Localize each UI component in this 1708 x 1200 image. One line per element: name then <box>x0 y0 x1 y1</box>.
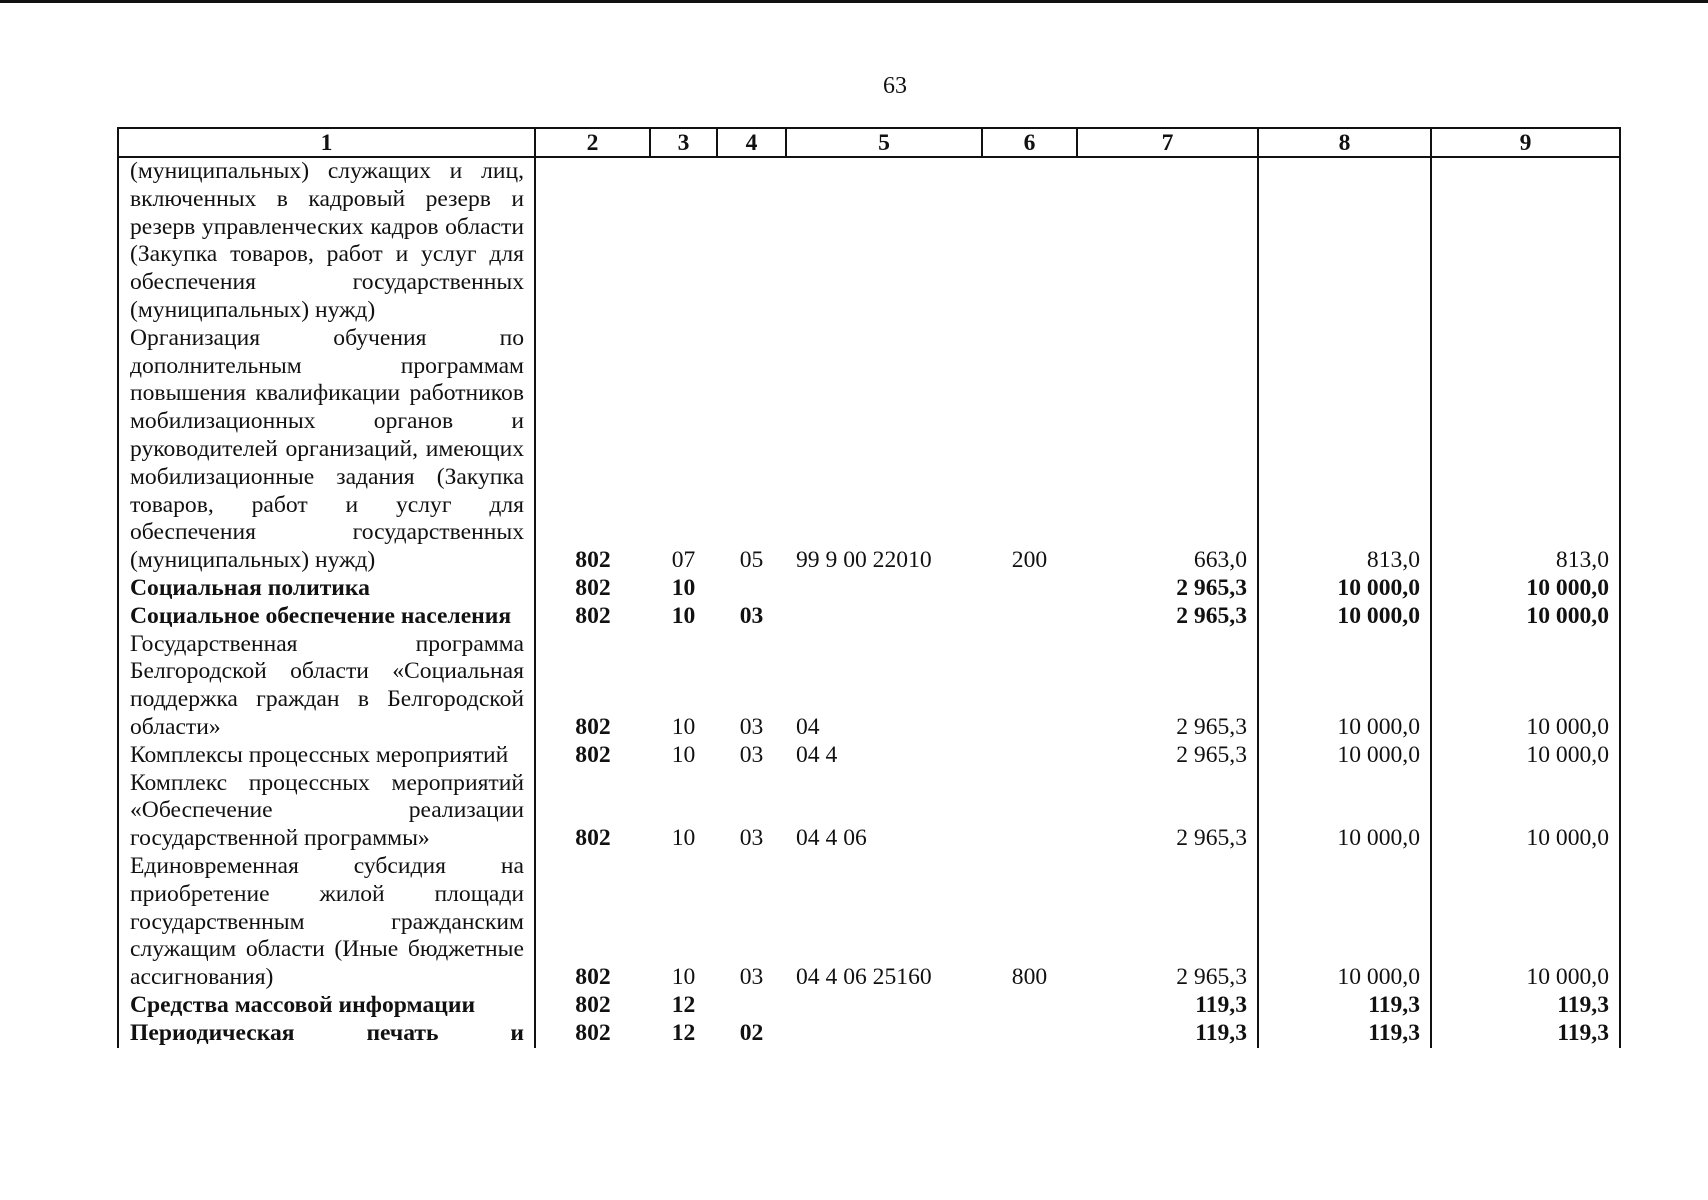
row-amount-col8: 813,0 <box>1258 325 1431 575</box>
row-code-target <box>786 157 982 325</box>
row-description: Периодическая печать и <box>118 1020 535 1048</box>
row-code-section: 12 <box>671 1019 696 1046</box>
row-amount-col8: 10 000,0 <box>1258 603 1431 631</box>
row-code-target <box>786 1020 982 1048</box>
row-code-section: 10 <box>671 964 696 991</box>
table-row <box>118 157 1620 325</box>
row-code-ministry: 802 <box>575 602 611 629</box>
header-col-8: 8 <box>1258 128 1431 157</box>
row-amount-col7: 119,3 <box>1077 1020 1258 1048</box>
row-code-ministry <box>535 157 650 325</box>
row-code-subsection <box>717 157 786 325</box>
row-code-expense-type <box>982 742 1077 770</box>
row-code-expense-type <box>982 1020 1077 1048</box>
row-code-expense-type: 800 <box>1011 964 1048 991</box>
row-description: Государственная программа Белгородской области «Социальная поддержка граждан в Белгородской области» <box>118 631 535 742</box>
row-description: Комплекс процессных мероприятий «Обеспечение реализации государственной программы» <box>118 770 535 853</box>
row-code-target: 04 4 06 <box>796 825 867 852</box>
table-row <box>118 603 1620 631</box>
row-amount-col9: 119,3 <box>1431 1020 1620 1048</box>
row-amount-col9: 10 000,0 <box>1431 742 1620 770</box>
table-row <box>118 853 1620 992</box>
row-amount-col7: 2 965,3 <box>1077 853 1258 992</box>
row-code-subsection: 03 <box>739 713 764 740</box>
row-amount-col8: 10 000,0 <box>1258 853 1431 992</box>
row-description: Социальная политика <box>118 575 535 603</box>
table-row <box>118 575 1620 603</box>
header-row <box>118 128 1620 157</box>
row-code-expense-type: 200 <box>1011 547 1048 574</box>
row-amount-col9: 813,0 <box>1431 325 1620 575</box>
row-code-expense-type <box>982 603 1077 631</box>
row-amount-col7: 2 965,3 <box>1077 575 1258 603</box>
row-code-target: 04 <box>796 713 820 740</box>
row-amount-col7: 663,0 <box>1077 325 1258 575</box>
header-col-2: 2 <box>535 128 650 157</box>
row-description: Социальное обеспечение населения <box>118 603 535 631</box>
row-code-section: 12 <box>671 991 696 1018</box>
header-col-4: 4 <box>717 128 786 157</box>
row-code-target: 99 9 00 22010 <box>796 547 932 574</box>
row-code-ministry: 802 <box>575 574 611 601</box>
row-code-section: 10 <box>671 741 696 768</box>
row-amount-col8: 119,3 <box>1258 992 1431 1020</box>
row-amount-col9: 10 000,0 <box>1431 631 1620 742</box>
row-code-expense-type <box>982 575 1077 603</box>
row-code-target: 04 4 06 25160 <box>796 964 932 991</box>
row-amount-col7: 2 965,3 <box>1077 603 1258 631</box>
row-code-subsection: 02 <box>739 1019 764 1046</box>
row-code-subsection: 05 <box>739 547 764 574</box>
header-col-5: 5 <box>786 128 982 157</box>
top-border-line <box>0 0 1708 3</box>
row-amount-col8: 119,3 <box>1258 1020 1431 1048</box>
row-code-target <box>786 575 982 603</box>
row-description: Средства массовой информации <box>118 992 535 1020</box>
row-amount-col9: 10 000,0 <box>1431 853 1620 992</box>
row-code-ministry: 802 <box>575 741 611 768</box>
row-amount-col7 <box>1077 157 1258 325</box>
row-code-ministry: 802 <box>575 713 611 740</box>
row-amount-col8: 10 000,0 <box>1258 631 1431 742</box>
row-description: Организация обучения по дополнительным программам повышения квалификации работников мобилизационных органов и руководителей организаций, имеющих мобилизационные задания (Закупка товаров, работ и услуг для обеспечения государственных (муниципальных) нужд) <box>118 325 535 575</box>
row-code-subsection <box>717 992 786 1020</box>
row-code-target <box>786 992 982 1020</box>
row-code-ministry: 802 <box>575 825 611 852</box>
row-amount-col8: 10 000,0 <box>1258 770 1431 853</box>
header-col-3: 3 <box>650 128 717 157</box>
row-amount-col7: 2 965,3 <box>1077 742 1258 770</box>
row-description: (муниципальных) служащих и лиц, включенных в кадровый резерв и резерв управленческих кадров области (Закупка товаров, работ и услуг для обеспечения государственных (муниципальных) нужд) <box>118 157 535 325</box>
header-col-6: 6 <box>982 128 1077 157</box>
row-code-target: 04 4 <box>796 741 838 768</box>
row-description: Единовременная субсидия на приобретение жилой площади государственным гражданским служащим области (Иные бюджетные ассигнования) <box>118 853 535 992</box>
table-row <box>118 1020 1620 1048</box>
row-amount-col8 <box>1258 157 1431 325</box>
table-row <box>118 631 1620 742</box>
row-code-section: 10 <box>671 713 696 740</box>
row-code-subsection: 03 <box>739 964 764 991</box>
row-amount-col8: 10 000,0 <box>1258 575 1431 603</box>
row-amount-col7: 2 965,3 <box>1077 770 1258 853</box>
row-amount-col9: 10 000,0 <box>1431 770 1620 853</box>
row-amount-col9 <box>1431 157 1620 325</box>
budget-table <box>117 127 1621 1048</box>
row-code-expense-type <box>982 770 1077 853</box>
row-code-subsection: 03 <box>739 741 764 768</box>
page-number: 63 <box>883 73 907 99</box>
row-code-ministry: 802 <box>575 1019 611 1046</box>
row-code-section: 07 <box>671 547 696 574</box>
row-code-expense-type <box>982 992 1077 1020</box>
row-code-ministry: 802 <box>575 547 611 574</box>
row-code-target <box>786 603 982 631</box>
row-code-section: 10 <box>671 602 696 629</box>
row-code-section <box>650 157 717 325</box>
row-code-expense-type <box>982 157 1077 325</box>
row-amount-col7: 2 965,3 <box>1077 631 1258 742</box>
row-amount-col9: 119,3 <box>1431 992 1620 1020</box>
row-code-subsection: 03 <box>739 825 764 852</box>
row-amount-col8: 10 000,0 <box>1258 742 1431 770</box>
header-col-9: 9 <box>1431 128 1620 157</box>
table-row <box>118 992 1620 1020</box>
row-amount-col9: 10 000,0 <box>1431 575 1620 603</box>
row-amount-col7: 119,3 <box>1077 992 1258 1020</box>
row-code-subsection: 03 <box>739 602 764 629</box>
row-amount-col9: 10 000,0 <box>1431 603 1620 631</box>
row-code-section: 10 <box>671 825 696 852</box>
header-col-7: 7 <box>1077 128 1258 157</box>
row-code-expense-type <box>982 631 1077 742</box>
row-code-ministry: 802 <box>575 991 611 1018</box>
table-row <box>118 325 1620 575</box>
header-col-1: 1 <box>118 128 535 157</box>
table-body <box>118 157 1620 1048</box>
row-description: Комплексы процессных мероприятий <box>118 742 535 770</box>
table-row <box>118 770 1620 853</box>
row-code-subsection <box>717 575 786 603</box>
row-code-section: 10 <box>671 574 696 601</box>
row-code-ministry: 802 <box>575 964 611 991</box>
table-row <box>118 742 1620 770</box>
table-header <box>118 128 1620 157</box>
